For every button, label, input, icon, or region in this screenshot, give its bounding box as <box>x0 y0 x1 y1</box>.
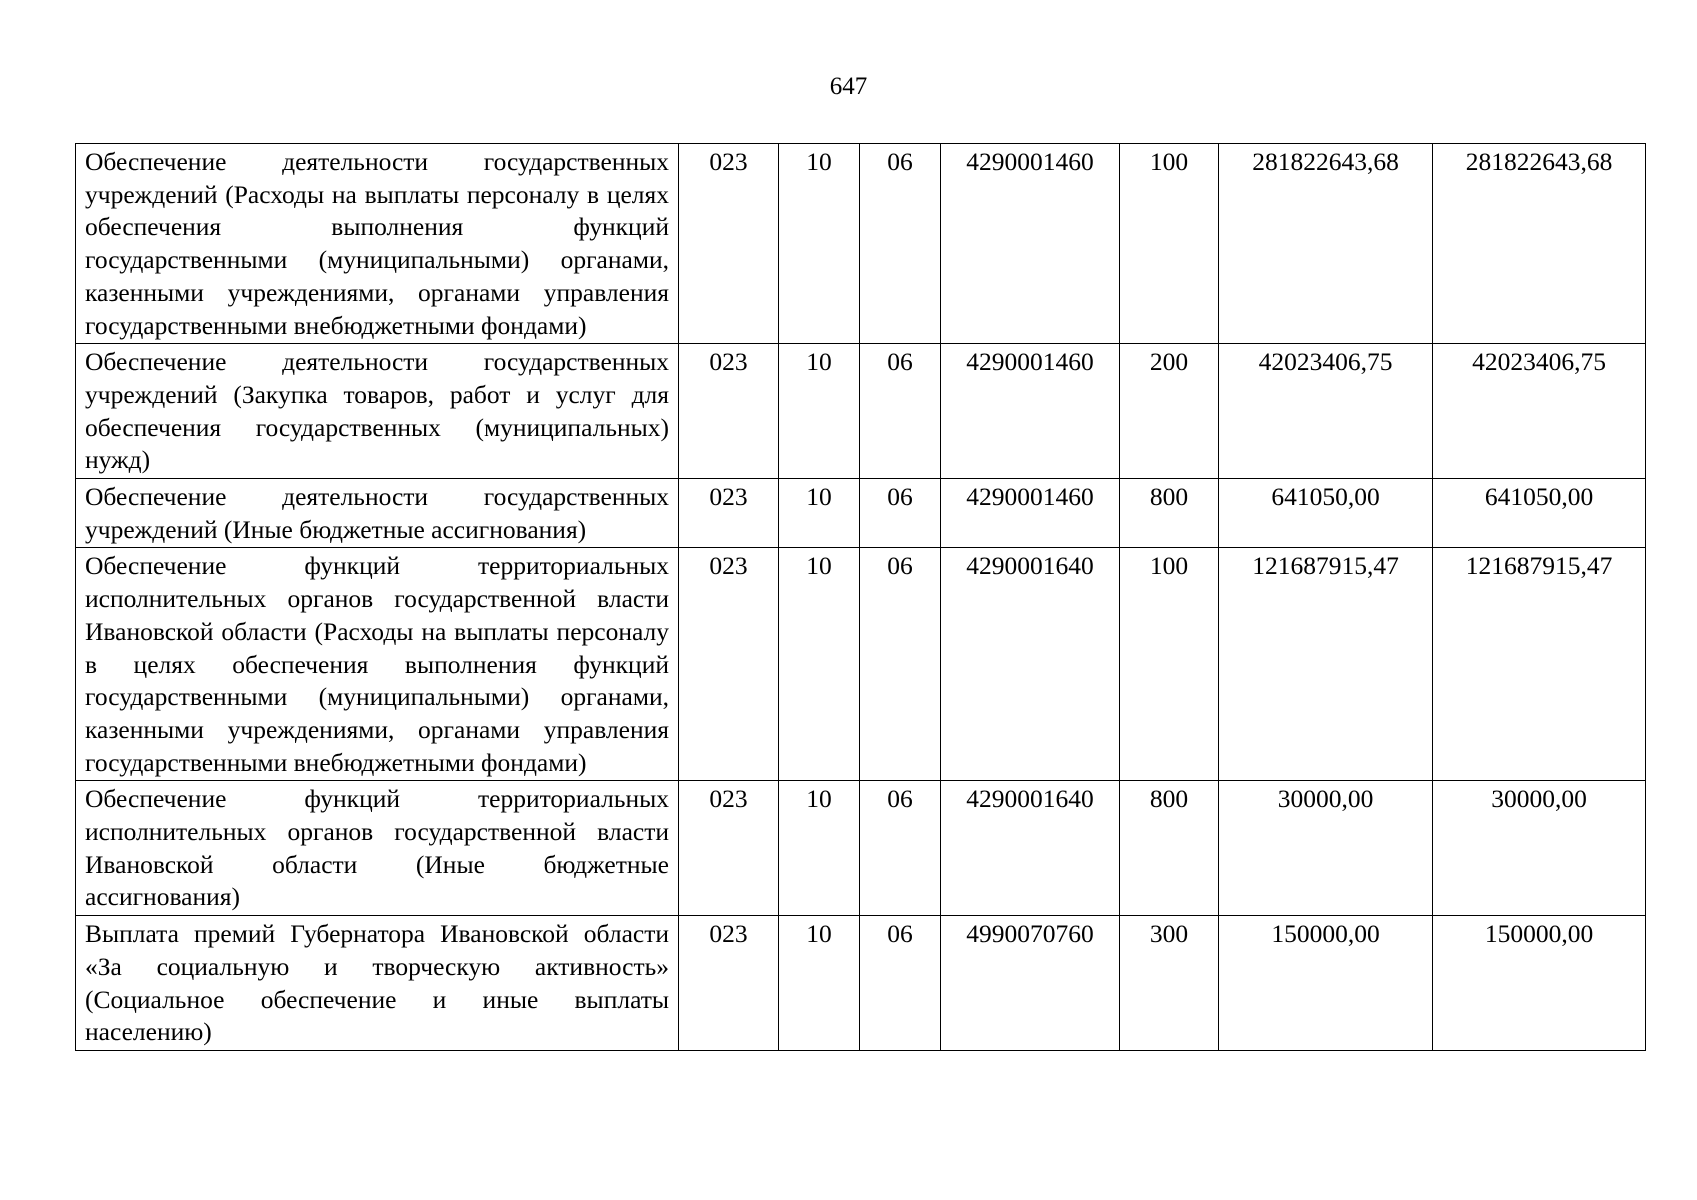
section-code: 10 <box>779 144 860 344</box>
target-article-code: 4990070760 <box>941 916 1120 1051</box>
amount-2: 641050,00 <box>1433 479 1646 548</box>
ministry-code: 023 <box>679 344 779 479</box>
table-row <box>76 781 1646 916</box>
row-description: Обеспечение деятельности государственных учреждений (Закупка товаров, работ и услуг для обеспечения государственных (муниципальных) нужд) <box>76 344 679 479</box>
amount-2: 121687915,47 <box>1433 548 1646 781</box>
amount-1: 121687915,47 <box>1219 548 1433 781</box>
ministry-code: 023 <box>679 781 779 916</box>
subsection-code: 06 <box>860 344 941 479</box>
section-code: 10 <box>779 916 860 1051</box>
section-code: 10 <box>779 479 860 548</box>
target-article-code: 4290001460 <box>941 344 1120 479</box>
row-description: Обеспечение функций территориальных исполнительных органов государственной власти Ивановской области (Иные бюджетные ассигнования) <box>76 781 679 916</box>
expense-type-code: 100 <box>1120 144 1219 344</box>
table-row <box>76 479 1646 548</box>
subsection-code: 06 <box>860 781 941 916</box>
subsection-code: 06 <box>860 479 941 548</box>
expense-type-code: 100 <box>1120 548 1219 781</box>
amount-1: 30000,00 <box>1219 781 1433 916</box>
ministry-code: 023 <box>679 916 779 1051</box>
subsection-code: 06 <box>860 916 941 1051</box>
ministry-code: 023 <box>679 144 779 344</box>
table-row <box>76 916 1646 1051</box>
section-code: 10 <box>779 344 860 479</box>
expense-type-code: 200 <box>1120 344 1219 479</box>
section-code: 10 <box>779 781 860 916</box>
row-description: Выплата премий Губернатора Ивановской области «За социальную и творческую активность» (Социальное обеспечение и иные выплаты населению) <box>76 916 679 1051</box>
ministry-code: 023 <box>679 548 779 781</box>
amount-1: 641050,00 <box>1219 479 1433 548</box>
expense-type-code: 800 <box>1120 781 1219 916</box>
table-row <box>76 344 1646 479</box>
subsection-code: 06 <box>860 548 941 781</box>
target-article-code: 4290001640 <box>941 548 1120 781</box>
table-row <box>76 144 1646 344</box>
expense-type-code: 800 <box>1120 479 1219 548</box>
subsection-code: 06 <box>860 144 941 344</box>
amount-1: 150000,00 <box>1219 916 1433 1051</box>
amount-2: 150000,00 <box>1433 916 1646 1051</box>
expense-type-code: 300 <box>1120 916 1219 1051</box>
amount-1: 42023406,75 <box>1219 344 1433 479</box>
amount-2: 30000,00 <box>1433 781 1646 916</box>
row-description: Обеспечение деятельности государственных учреждений (Иные бюджетные ассигнования) <box>76 479 679 548</box>
ministry-code: 023 <box>679 479 779 548</box>
budget-table <box>75 143 1646 1051</box>
page-number: 647 <box>829 73 868 100</box>
target-article-code: 4290001640 <box>941 781 1120 916</box>
amount-2: 42023406,75 <box>1433 344 1646 479</box>
row-description: Обеспечение функций территориальных исполнительных органов государственной власти Ивановской области (Расходы на выплаты персоналу в целях обеспечения выполнения функций государственными (муниципальными) органами, казенными учреждениями, органами управления государственными внебюджетными фондами) <box>76 548 679 781</box>
amount-2: 281822643,68 <box>1433 144 1646 344</box>
row-description: Обеспечение деятельности государственных учреждений (Расходы на выплаты персоналу в целях обеспечения выполнения функций государственными (муниципальными) органами, казенными учреждениями, органами управления государственными внебюджетными фондами) <box>76 144 679 344</box>
amount-1: 281822643,68 <box>1219 144 1433 344</box>
section-code: 10 <box>779 548 860 781</box>
target-article-code: 4290001460 <box>941 144 1120 344</box>
table-row <box>76 548 1646 781</box>
target-article-code: 4290001460 <box>941 479 1120 548</box>
